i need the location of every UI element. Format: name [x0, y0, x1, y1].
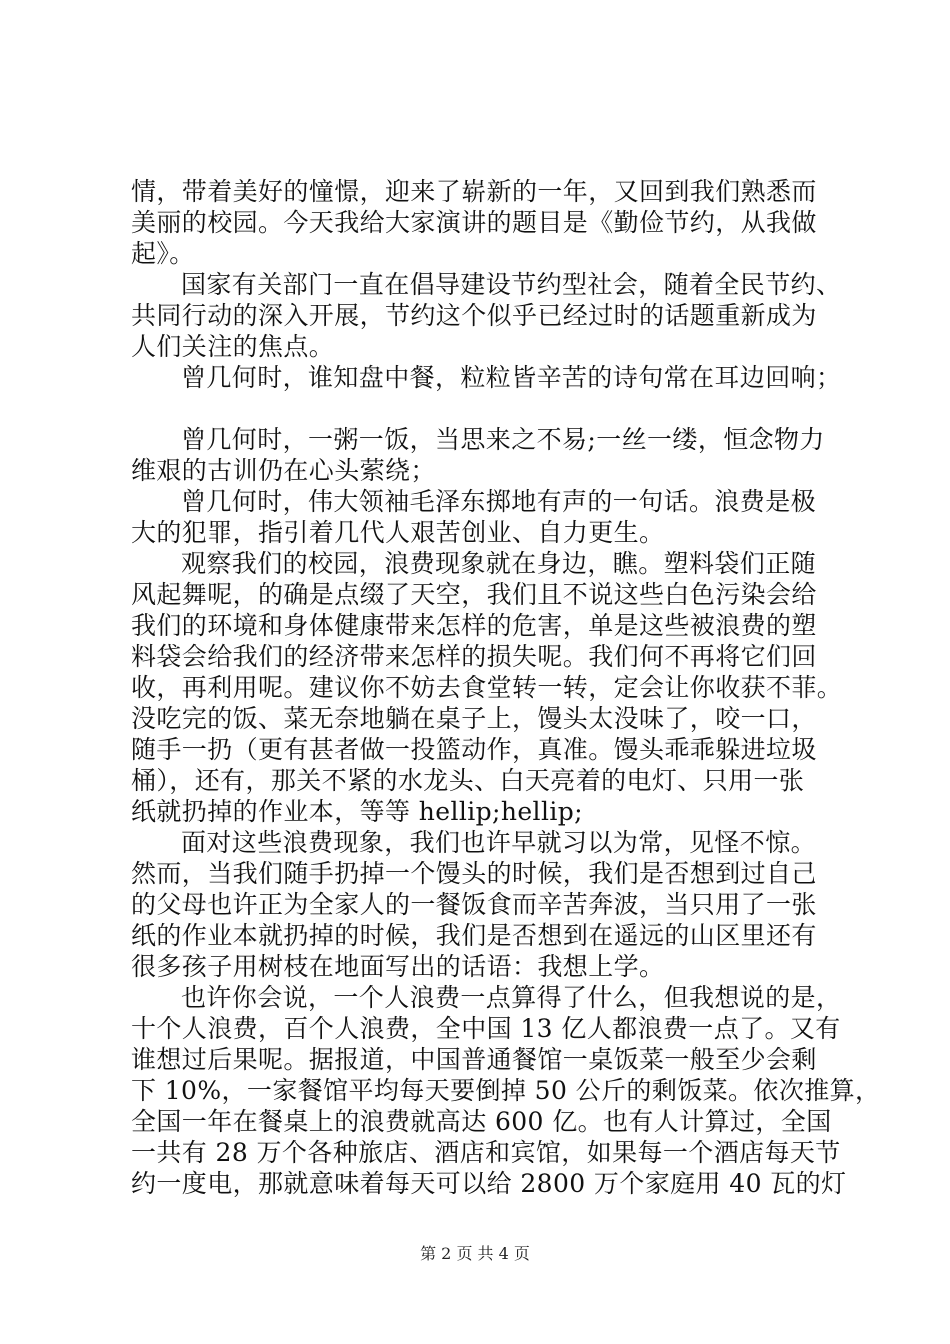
- text-line: 然而，当我们随手扔掉一个馒头的时候，我们是否想到过自己: [131, 859, 817, 888]
- document-body: [131, 176, 881, 1199]
- paragraph: [131, 362, 842, 393]
- text-line: 料袋会给我们的经济带来怎样的损失呢。我们何不再将它们回: [131, 642, 817, 671]
- paragraph: [131, 548, 843, 827]
- text-line: 一共有 28 万个各种旅店、酒店和宾馆，如果每一个酒店每天节: [131, 1138, 841, 1167]
- text-line: 桶），还有，那关不紧的水龙头、白天亮着的电灯、只用一张: [131, 766, 805, 795]
- paragraph-gap: [131, 393, 831, 424]
- text-line: 全国一年在餐桌上的浪费就高达 600 亿。也有人计算过，全国: [131, 1107, 832, 1136]
- text-line: 纸就扔掉的作业本，等等 hellip;hellip;: [131, 797, 583, 826]
- text-line: 随手一扔（更有甚者做一投篮动作，真准。馒头乖乖躲进垃圾: [131, 735, 817, 764]
- text-line: 大的犯罪，指引着几代人艰苦创业、自力更生。: [131, 518, 665, 547]
- paragraph: [131, 827, 831, 982]
- text-line: 的父母也许正为全家人的一餐饭食而辛苦奔波，当只用了一张: [131, 890, 817, 919]
- text-line: 风起舞呢，的确是点缀了天空，我们且不说这些白色污染会给: [131, 580, 817, 609]
- text-line: 下 10%，一家餐馆平均每天要倒掉 50 公斤的剩饭菜。依次推算，: [131, 1076, 881, 1105]
- paragraph: [131, 424, 831, 486]
- text-line: 收，再利用呢。建议你不妨去食堂转一转，定会让你收获不菲。: [131, 673, 843, 702]
- text-line: 曾几何时，伟大领袖毛泽东掷地有声的一句话。浪费是极: [181, 487, 817, 516]
- text-line: 起》。: [131, 239, 195, 268]
- text-line: 纸的作业本就扔掉的时候，我们是否想到在遥远的山区里还有: [131, 921, 817, 950]
- text-line: 曾几何时，一粥一饭，当思来之不易;一丝一缕，恒念物力: [181, 425, 825, 454]
- text-line: 曾几何时，谁知盘中餐，粒粒皆辛苦的诗句常在耳边回响；: [181, 363, 842, 392]
- paragraph: [131, 269, 842, 362]
- text-line: 没吃完的饭、菜无奈地躺在桌子上，馒头太没味了，咬一口，: [131, 704, 817, 733]
- text-line: 共同行动的深入开展，节约这个似乎已经过时的话题重新成为: [131, 301, 817, 330]
- text-line: 我们的环境和身体健康带来怎样的危害，单是这些被浪费的塑: [131, 611, 817, 640]
- text-line: 面对这些浪费现象，我们也许早就习以为常，见怪不惊。: [181, 828, 817, 857]
- text-line: 约一度电，那就意味着每天可以给 2800 万个家庭用 40 瓦的灯: [131, 1169, 847, 1198]
- page-number-footer: 第 2 页 共 4 页: [420, 1244, 530, 1263]
- text-line: 国家有关部门一直在倡导建设节约型社会，随着全民节约、: [181, 270, 842, 299]
- text-line: 情，带着美好的憧憬，迎来了崭新的一年，又回到我们熟悉而: [131, 177, 817, 206]
- text-line: 很多孩子用树枝在地面写出的话语：我想上学。: [131, 952, 665, 981]
- text-line: 谁想过后果呢。据报道，中国普通餐馆一桌饭菜一般至少会剩: [131, 1045, 817, 1074]
- text-line: 十个人浪费，百个人浪费，全中国 13 亿人都浪费一点了。又有: [131, 1014, 841, 1043]
- text-line: 美丽的校园。今天我给大家演讲的题目是《勤俭节约，从我做: [131, 208, 817, 237]
- text-line: 观察我们的校园，浪费现象就在身边，瞧。塑料袋们正随: [181, 549, 817, 578]
- text-line: 也许你会说，一个人浪费一点算得了什么，但我想说的是，: [181, 983, 842, 1012]
- paragraph: [131, 982, 881, 1199]
- text-line: 维艰的古训仍在心头萦绕；: [131, 456, 436, 485]
- text-line: 人们关注的焦点。: [131, 332, 335, 361]
- paragraph: [131, 176, 831, 269]
- paragraph: [131, 486, 831, 548]
